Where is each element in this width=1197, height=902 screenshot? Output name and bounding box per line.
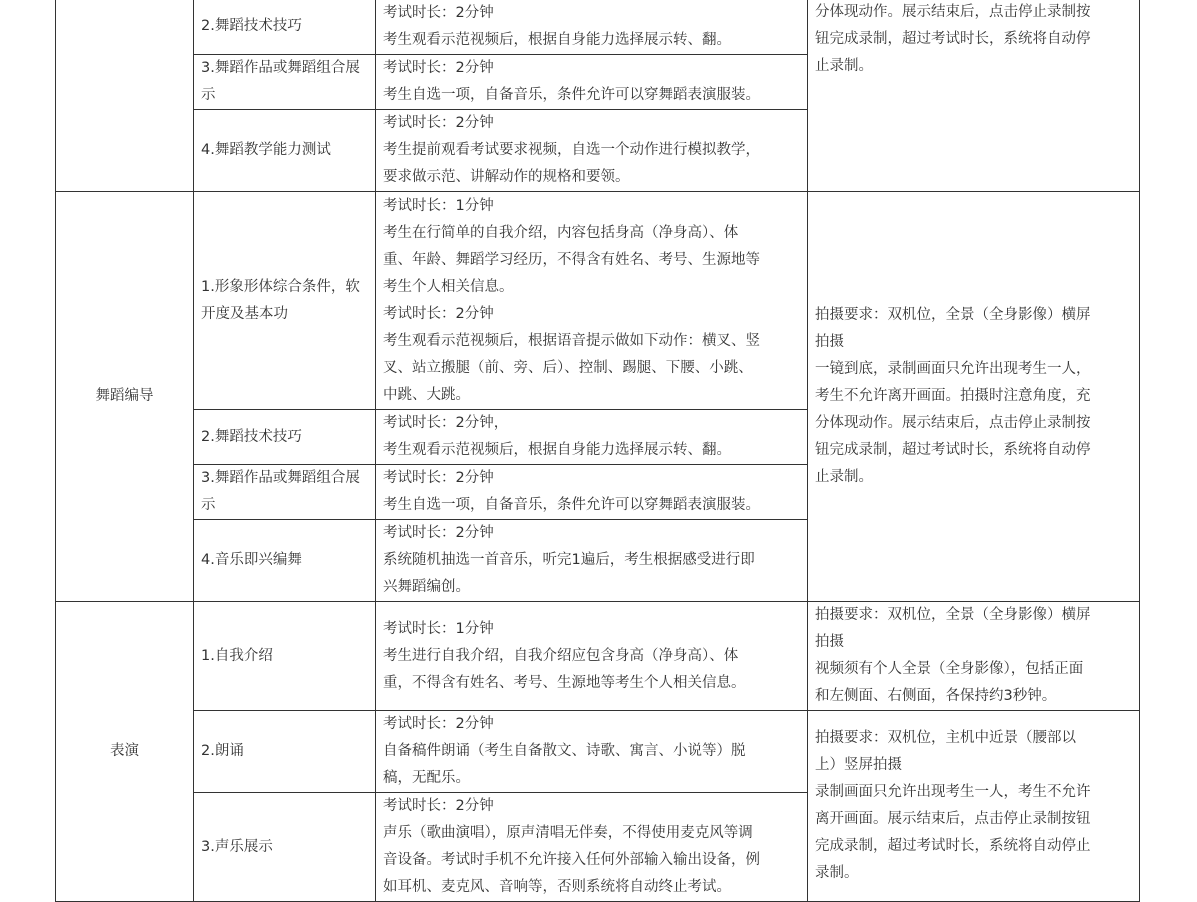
shooting-requirement: 分体现动作。展示结束后，点击停止录制按 钮完成录制，超过考试时长，系统将自动停 止录制。 bbox=[808, 0, 1140, 192]
category-cell bbox=[56, 0, 194, 192]
category-cell: 表演 bbox=[56, 602, 194, 902]
table-row bbox=[56, 711, 1140, 793]
item-name: 1.形象形体综合条件，软开度及基本功 bbox=[194, 192, 376, 410]
item-name: 3.舞蹈作品或舞蹈组合展示 bbox=[194, 465, 376, 520]
item-detail: 考试时长：2分钟， 考生观看示范视频后，根据自身能力选择展示转、翻。 bbox=[376, 410, 808, 465]
item-name: 3.声乐展示 bbox=[194, 793, 376, 902]
item-detail: 考试时长：2分钟 考生自选一项，自备音乐，条件允许可以穿舞蹈表演服装。 bbox=[376, 55, 808, 110]
table-row bbox=[56, 0, 1140, 55]
category-cell: 舞蹈编导 bbox=[56, 192, 194, 602]
item-name: 1.自我介绍 bbox=[194, 602, 376, 711]
item-detail: 考试时长：1分钟 考生在行简单的自我介绍，内容包括身高（净身高）、体 重、年龄、舞蹈学习经历，不得含有姓名、考号、生源地等 考生个人相关信息。 考试时长：2分钟 考生观看示范视频后，根据语音提示做如下动作：横叉、竖 叉、站立搬腿（前、旁、后）、控制、踢腿、下腰、小跳、 中跳、大跳。 bbox=[376, 192, 808, 410]
shooting-requirement: 拍摄要求：双机位，全景（全身影像）横屏 拍摄 一镜到底，录制画面只允许出现考生一人， 考生不允许离开画面。拍摄时注意角度，充 分体现动作。展示结束后，点击停止录制按 钮完成录制，超过考试时长，系统将自动停 止录制。 bbox=[808, 192, 1140, 602]
table-row bbox=[56, 192, 1140, 410]
item-name: 2.舞蹈技术技巧 bbox=[194, 0, 376, 55]
item-detail: 考试时长：2分钟 考生观看示范视频后，根据自身能力选择展示转、翻。 bbox=[376, 0, 808, 55]
item-detail: 考试时长：2分钟 声乐（歌曲演唱），原声清唱无伴奏，不得使用麦克风等调 音设备。考试时手机不允许接入任何外部输入输出设备，例 如耳机、麦克风、音响等，否则系统将自动终止考试。 bbox=[376, 793, 808, 902]
item-name: 4.音乐即兴编舞 bbox=[194, 520, 376, 602]
shooting-requirement: 拍摄要求：双机位，全景（全身影像）横屏 拍摄 视频须有个人全景（全身影像），包括正面 和左侧面、右侧面，各保持约3秒钟。 bbox=[808, 602, 1140, 711]
item-name: 2.朗诵 bbox=[194, 711, 376, 793]
item-detail: 考试时长：2分钟 考生提前观看考试要求视频，自选一个动作进行模拟教学， 要求做示范、讲解动作的规格和要领。 bbox=[376, 110, 808, 192]
item-detail: 考试时长：2分钟 系统随机抽选一首音乐，听完1遍后，考生根据感受进行即 兴舞蹈编创。 bbox=[376, 520, 808, 602]
shooting-requirement: 拍摄要求：双机位，主机中近景（腰部以 上）竖屏拍摄 录制画面只允许出现考生一人，考生不允许 离开画面。展示结束后，点击停止录制按钮 完成录制，超过考试时长，系统将自动停止 录制。 bbox=[808, 711, 1140, 902]
table-row bbox=[56, 602, 1140, 711]
exam-requirements-table bbox=[55, 0, 1140, 902]
item-name: 2.舞蹈技术技巧 bbox=[194, 410, 376, 465]
item-detail: 考试时长：2分钟 考生自选一项，自备音乐，条件允许可以穿舞蹈表演服装。 bbox=[376, 465, 808, 520]
item-detail: 考试时长：2分钟 自备稿件朗诵（考生自备散文、诗歌、寓言、小说等）脱 稿，无配乐。 bbox=[376, 711, 808, 793]
item-name: 4.舞蹈教学能力测试 bbox=[194, 110, 376, 192]
item-name: 3.舞蹈作品或舞蹈组合展示 bbox=[194, 55, 376, 110]
item-detail: 考试时长：1分钟 考生进行自我介绍，自我介绍应包含身高（净身高）、体 重，不得含有姓名、考号、生源地等考生个人相关信息。 bbox=[376, 602, 808, 711]
